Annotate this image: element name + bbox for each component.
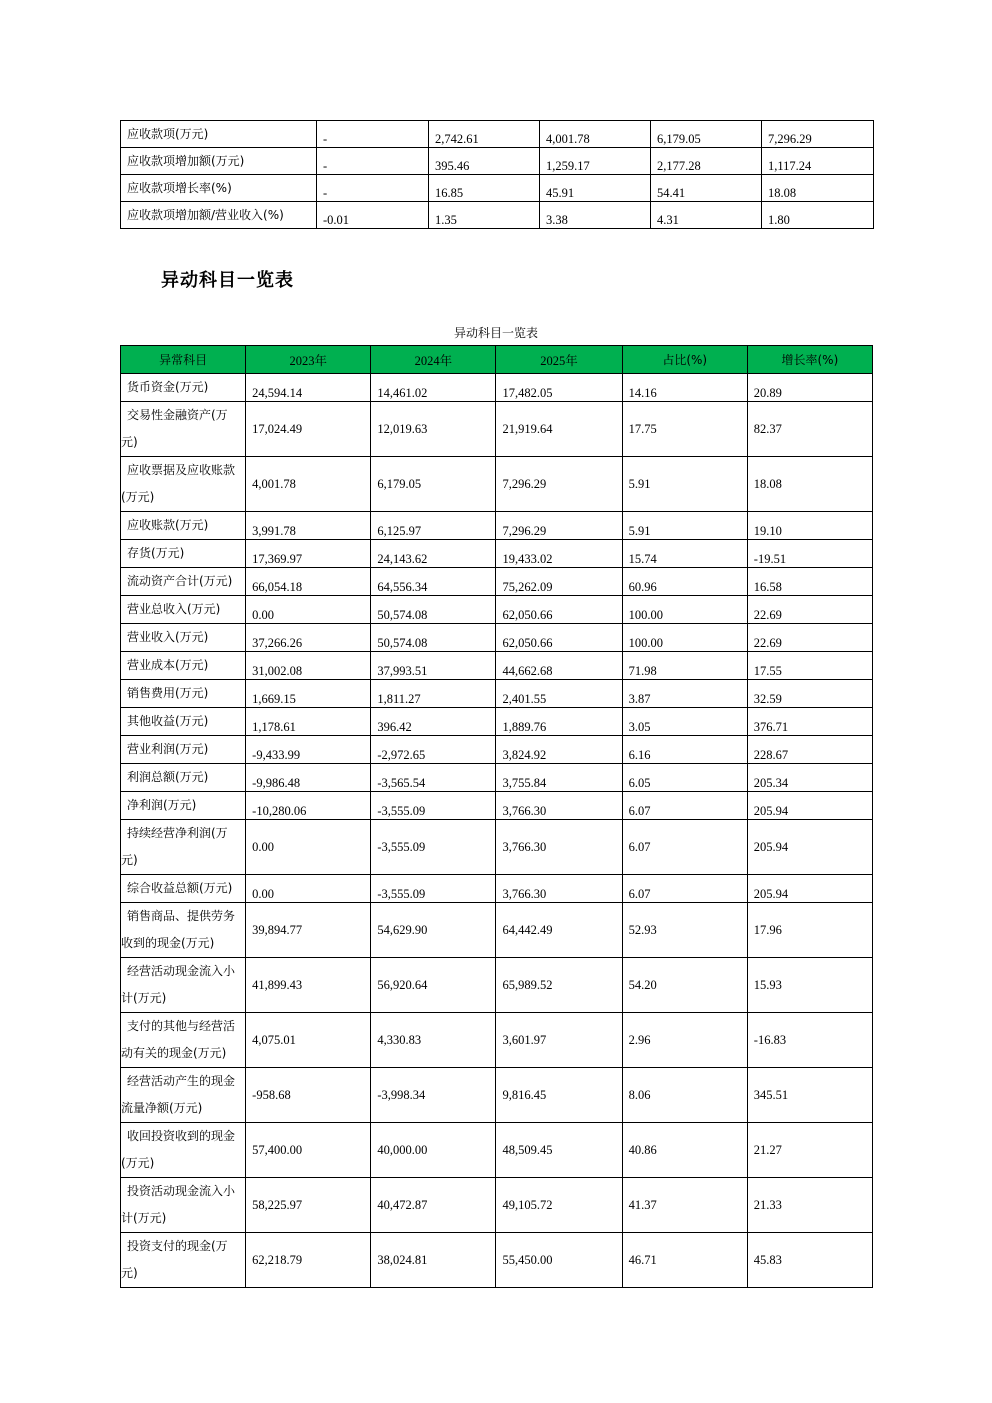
table-row — [121, 708, 873, 736]
table-cell: 205.94 — [747, 875, 872, 903]
table-cell: 24,143.62 — [371, 540, 496, 568]
table-cell: 17,024.49 — [246, 402, 371, 457]
table-row — [121, 568, 873, 596]
row-label-line: 元) — [121, 853, 138, 867]
table-cell: 8.06 — [622, 1068, 747, 1123]
table-cell: 62,218.79 — [246, 1233, 371, 1288]
table-cell: -3,565.54 — [371, 764, 496, 792]
row-label-line: 元) — [121, 1266, 138, 1280]
table-cell: 40,000.00 — [371, 1123, 496, 1178]
table-cell: - — [317, 148, 429, 175]
row-label-line: (万元) — [121, 490, 155, 504]
table-row — [121, 875, 873, 903]
row-label — [121, 652, 246, 680]
table-cell: 2.96 — [622, 1013, 747, 1068]
table-cell: 6,179.05 — [651, 121, 762, 148]
table-row — [121, 792, 873, 820]
table-cell: 6,179.05 — [371, 457, 496, 512]
table-cell: 66,054.18 — [246, 568, 371, 596]
row-label-line: 营业利润(万元) — [127, 742, 209, 756]
row-label: 应收款项(万元) — [121, 121, 317, 148]
table-cell: 48,509.45 — [496, 1123, 622, 1178]
table-row — [121, 1178, 873, 1233]
table-cell: 228.67 — [747, 736, 872, 764]
table-cell: 205.94 — [747, 792, 872, 820]
table-caption: 异动科目一览表 — [453, 326, 538, 340]
row-label — [121, 374, 246, 402]
table-row — [121, 736, 873, 764]
table-cell: -9,986.48 — [246, 764, 371, 792]
table-cell: 16.85 — [429, 175, 540, 202]
row-label — [121, 1123, 246, 1178]
row-label — [121, 1178, 246, 1233]
table-cell: 41,899.43 — [246, 958, 371, 1013]
row-label-line: 动有关的现金(万元) — [121, 1046, 227, 1060]
row-label-line: (万元) — [121, 1156, 155, 1170]
row-label-line: 综合收益总额(万元) — [127, 881, 233, 895]
table-cell: 64,556.34 — [371, 568, 496, 596]
table-cell: 6.07 — [622, 875, 747, 903]
table-cell: 4.31 — [651, 202, 762, 229]
table-cell: 32.59 — [747, 680, 872, 708]
table-cell: 38,024.81 — [371, 1233, 496, 1288]
row-label-line: 经营活动现金流入小 — [127, 964, 236, 978]
table-cell: 205.34 — [747, 764, 872, 792]
table-row — [121, 175, 874, 202]
row-label-line: 净利润(万元) — [127, 798, 197, 812]
table-cell: 5.91 — [622, 512, 747, 540]
table-cell: 1,889.76 — [496, 708, 622, 736]
table-cell: 55,450.00 — [496, 1233, 622, 1288]
table-cell: 62,050.66 — [496, 624, 622, 652]
column-header: 占比(%) — [622, 346, 747, 374]
receivables-table-body — [121, 121, 874, 229]
table-cell: 2,742.61 — [429, 121, 540, 148]
row-label-line: 交易性金融资产(万 — [127, 408, 228, 422]
table-cell: 39,894.77 — [246, 903, 371, 958]
table-cell: -3,555.09 — [371, 875, 496, 903]
row-label: 应收款项增加额/营业收入(%) — [121, 202, 317, 229]
table-cell: 19.10 — [747, 512, 872, 540]
table-cell: -2,972.65 — [371, 736, 496, 764]
row-label: 应收款项增长率(%) — [121, 175, 317, 202]
table-cell: 20.89 — [747, 374, 872, 402]
table-cell: 17.96 — [747, 903, 872, 958]
table-cell: -9,433.99 — [246, 736, 371, 764]
table-cell: 1.35 — [429, 202, 540, 229]
table-row — [121, 903, 873, 958]
row-label — [121, 1013, 246, 1068]
row-label-line: 持续经营净利润(万 — [127, 826, 228, 840]
table-cell: 1,669.15 — [246, 680, 371, 708]
table-cell: 71.98 — [622, 652, 747, 680]
anomaly-table-header — [121, 346, 873, 374]
table-cell: 3,601.97 — [496, 1013, 622, 1068]
table-cell: 0.00 — [246, 596, 371, 624]
table-cell: 15.74 — [622, 540, 747, 568]
table-cell: 22.69 — [747, 596, 872, 624]
table-cell: 0.00 — [246, 820, 371, 875]
table-cell: 3.38 — [540, 202, 651, 229]
row-label — [121, 568, 246, 596]
table-cell: 14,461.02 — [371, 374, 496, 402]
table-row — [121, 512, 873, 540]
row-label — [121, 680, 246, 708]
table-cell: 24,594.14 — [246, 374, 371, 402]
table-row — [121, 402, 873, 457]
table-cell: 44,662.68 — [496, 652, 622, 680]
table-cell: 6.07 — [622, 792, 747, 820]
table-cell: 17.55 — [747, 652, 872, 680]
table-cell: 37,266.26 — [246, 624, 371, 652]
table-cell: 3.05 — [622, 708, 747, 736]
table-cell: -16.83 — [747, 1013, 872, 1068]
row-label-line: 营业成本(万元) — [127, 658, 209, 672]
table-cell: 1,811.27 — [371, 680, 496, 708]
anomaly-table-body — [121, 374, 873, 1288]
table-row — [121, 1013, 873, 1068]
row-label — [121, 958, 246, 1013]
row-label — [121, 457, 246, 512]
table-cell: 17,369.97 — [246, 540, 371, 568]
table-cell: 19,433.02 — [496, 540, 622, 568]
row-label-line: 利润总额(万元) — [127, 770, 209, 784]
table-cell: 65,989.52 — [496, 958, 622, 1013]
table-row — [121, 624, 873, 652]
table-cell: 21.27 — [747, 1123, 872, 1178]
table-cell: 15.93 — [747, 958, 872, 1013]
table-cell: 31,002.08 — [246, 652, 371, 680]
row-label — [121, 903, 246, 958]
table-row — [121, 540, 873, 568]
table-cell: 3,766.30 — [496, 792, 622, 820]
table-cell: 100.00 — [622, 624, 747, 652]
table-cell: 6.16 — [622, 736, 747, 764]
column-header: 2023年 — [246, 346, 371, 374]
row-label: 应收款项增加额(万元) — [121, 148, 317, 175]
table-row — [121, 958, 873, 1013]
table-cell: 4,001.78 — [246, 457, 371, 512]
table-row — [121, 1123, 873, 1178]
table-cell: 64,442.49 — [496, 903, 622, 958]
table-row — [121, 1233, 873, 1288]
table-cell: 50,574.08 — [371, 596, 496, 624]
table-row — [121, 374, 873, 402]
table-cell: 4,001.78 — [540, 121, 651, 148]
row-label — [121, 540, 246, 568]
table-cell: 49,105.72 — [496, 1178, 622, 1233]
row-label-line: 销售费用(万元) — [127, 686, 209, 700]
table-cell: 45.83 — [747, 1233, 872, 1288]
table-cell: 22.69 — [747, 624, 872, 652]
row-label-line: 货币资金(万元) — [127, 380, 209, 394]
row-label — [121, 1068, 246, 1123]
table-cell: 6.05 — [622, 764, 747, 792]
table-cell: 18.08 — [747, 457, 872, 512]
table-cell: 54.41 — [651, 175, 762, 202]
table-cell: 7,296.29 — [496, 457, 622, 512]
row-label — [121, 596, 246, 624]
column-header: 2025年 — [496, 346, 622, 374]
table-cell: 4,075.01 — [246, 1013, 371, 1068]
row-label-line: 应收票据及应收账款 — [127, 463, 236, 477]
table-cell: -3,555.09 — [371, 820, 496, 875]
row-label — [121, 512, 246, 540]
section-heading: 异动科目一览表 — [161, 270, 294, 291]
table-cell: 62,050.66 — [496, 596, 622, 624]
table-row — [121, 820, 873, 875]
receivables-table — [120, 120, 874, 229]
table-cell: 396.42 — [371, 708, 496, 736]
row-label-line: 支付的其他与经营活 — [127, 1019, 236, 1033]
table-cell: 100.00 — [622, 596, 747, 624]
table-cell: -3,555.09 — [371, 792, 496, 820]
row-label-line: 流量净额(万元) — [121, 1101, 203, 1115]
table-cell: 395.46 — [429, 148, 540, 175]
column-header: 异常科目 — [121, 346, 246, 374]
row-label-line: 应收账款(万元) — [127, 518, 209, 532]
table-row — [121, 596, 873, 624]
table-cell: 1,117.24 — [762, 148, 874, 175]
table-cell: 1.80 — [762, 202, 874, 229]
table-cell: 14.16 — [622, 374, 747, 402]
row-label-line: 投资支付的现金(万 — [127, 1239, 228, 1253]
row-label-line: 流动资产合计(万元) — [127, 574, 233, 588]
table-cell: 58,225.97 — [246, 1178, 371, 1233]
table-cell: - — [317, 121, 429, 148]
table-cell: -958.68 — [246, 1068, 371, 1123]
table-cell: 5.91 — [622, 457, 747, 512]
table-cell: -0.01 — [317, 202, 429, 229]
table-cell: 2,401.55 — [496, 680, 622, 708]
table-cell: 1,178.61 — [246, 708, 371, 736]
table-cell: 57,400.00 — [246, 1123, 371, 1178]
row-label — [121, 875, 246, 903]
column-header: 2024年 — [371, 346, 496, 374]
table-cell: -3,998.34 — [371, 1068, 496, 1123]
row-label — [121, 820, 246, 875]
table-cell: 21,919.64 — [496, 402, 622, 457]
table-row — [121, 121, 874, 148]
table-cell: 3,991.78 — [246, 512, 371, 540]
row-label-line: 收到的现金(万元) — [121, 936, 215, 950]
anomaly-accounts-table — [120, 345, 873, 1288]
table-cell: 46.71 — [622, 1233, 747, 1288]
row-label — [121, 1233, 246, 1288]
table-cell: 54.20 — [622, 958, 747, 1013]
table-row — [121, 457, 873, 512]
table-cell: 345.51 — [747, 1068, 872, 1123]
table-cell: 54,629.90 — [371, 903, 496, 958]
row-label — [121, 736, 246, 764]
table-cell: 60.96 — [622, 568, 747, 596]
row-label-line: 计(万元) — [121, 991, 167, 1005]
table-cell: 4,330.83 — [371, 1013, 496, 1068]
table-cell: 75,262.09 — [496, 568, 622, 596]
row-label-line: 计(万元) — [121, 1211, 167, 1225]
table-cell: 50,574.08 — [371, 624, 496, 652]
table-cell: 21.33 — [747, 1178, 872, 1233]
row-label — [121, 764, 246, 792]
table-cell: 3,824.92 — [496, 736, 622, 764]
row-label — [121, 402, 246, 457]
table-cell: 2,177.28 — [651, 148, 762, 175]
row-label-line: 收回投资收到的现金 — [127, 1129, 236, 1143]
table-row — [121, 680, 873, 708]
table-cell: - — [317, 175, 429, 202]
table-cell: -10,280.06 — [246, 792, 371, 820]
table-cell: 3,755.84 — [496, 764, 622, 792]
table-cell: 41.37 — [622, 1178, 747, 1233]
row-label-line: 存货(万元) — [127, 546, 185, 560]
table-row — [121, 202, 874, 229]
table-cell: 0.00 — [246, 875, 371, 903]
row-label — [121, 624, 246, 652]
table-row — [121, 652, 873, 680]
row-label — [121, 708, 246, 736]
row-label-line: 其他收益(万元) — [127, 714, 209, 728]
table-row — [121, 148, 874, 175]
row-label-line: 元) — [121, 435, 138, 449]
table-cell: 3.87 — [622, 680, 747, 708]
table-cell: 1,259.17 — [540, 148, 651, 175]
table-cell: 56,920.64 — [371, 958, 496, 1013]
table-cell: 18.08 — [762, 175, 874, 202]
table-cell: 37,993.51 — [371, 652, 496, 680]
table-cell: 17.75 — [622, 402, 747, 457]
row-label-line: 销售商品、提供劳务 — [127, 909, 236, 923]
table-cell: 82.37 — [747, 402, 872, 457]
row-label-line: 投资活动现金流入小 — [127, 1184, 236, 1198]
table-row — [121, 1068, 873, 1123]
column-header: 增长率(%) — [747, 346, 872, 374]
table-cell: 6.07 — [622, 820, 747, 875]
table-cell: 40,472.87 — [371, 1178, 496, 1233]
table-row — [121, 764, 873, 792]
table-cell: 9,816.45 — [496, 1068, 622, 1123]
table-cell: 7,296.29 — [496, 512, 622, 540]
row-label-line: 经营活动产生的现金 — [127, 1074, 236, 1088]
table-cell: 45.91 — [540, 175, 651, 202]
table-cell: 3,766.30 — [496, 820, 622, 875]
table-cell: -19.51 — [747, 540, 872, 568]
table-cell: 16.58 — [747, 568, 872, 596]
table-cell: 205.94 — [747, 820, 872, 875]
table-cell: 12,019.63 — [371, 402, 496, 457]
row-label — [121, 792, 246, 820]
table-cell: 52.93 — [622, 903, 747, 958]
row-label-line: 营业总收入(万元) — [127, 602, 221, 616]
table-cell: 6,125.97 — [371, 512, 496, 540]
table-cell: 3,766.30 — [496, 875, 622, 903]
table-cell: 40.86 — [622, 1123, 747, 1178]
table-cell: 7,296.29 — [762, 121, 874, 148]
table-cell: 17,482.05 — [496, 374, 622, 402]
row-label-line: 营业收入(万元) — [127, 630, 209, 644]
table-cell: 376.71 — [747, 708, 872, 736]
